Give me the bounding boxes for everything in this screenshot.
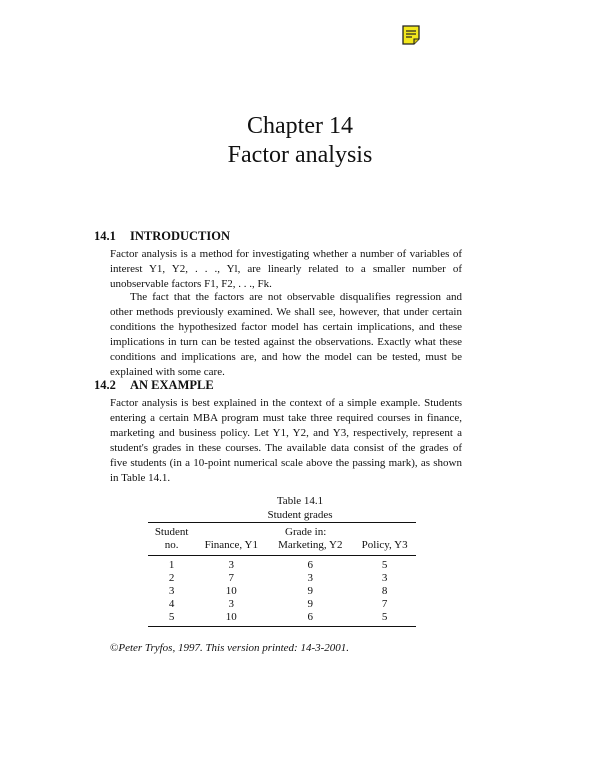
table-title: Student grades bbox=[267, 509, 333, 521]
header-finance: Finance, Y1 bbox=[195, 539, 267, 556]
section-heading-example bbox=[94, 378, 214, 393]
cell: 3 bbox=[168, 585, 175, 597]
header-marketing: Marketing, Y2 bbox=[267, 539, 353, 556]
table-number: Table 14.1 bbox=[276, 495, 324, 507]
header-no: no. bbox=[148, 539, 195, 556]
section-number: 14.2 bbox=[94, 378, 116, 392]
cell: 8 bbox=[381, 585, 388, 597]
section-title: AN EXAMPLE bbox=[130, 378, 214, 392]
cell: 3 bbox=[307, 572, 314, 584]
section-number: 14.1 bbox=[94, 229, 116, 243]
cell: 4 bbox=[168, 598, 175, 610]
cell: 9 bbox=[307, 585, 314, 597]
cell: 5 bbox=[148, 611, 195, 627]
cell: 10 bbox=[225, 585, 237, 597]
example-paragraph: Factor analysis is best explained in the context of a simple example. Students entering a certain MBA program must take three required courses in finance, marketing and business policy. Let Y1, Y2, and Y3, respectively, represent a student's grades in these courses. The available data consist of the grades of five students (in a 10-point numerical scale above the passing mark), as shown in Table 14.1. bbox=[110, 397, 462, 484]
table-row bbox=[148, 611, 416, 627]
cell: 3 bbox=[228, 559, 235, 571]
chapter-number: Chapter 14 bbox=[247, 113, 353, 139]
cell: 7 bbox=[381, 598, 388, 610]
table-row bbox=[148, 556, 416, 573]
copyright-notice bbox=[110, 642, 349, 654]
section-title: INTRODUCTION bbox=[130, 229, 231, 243]
header-student: Student bbox=[148, 523, 195, 540]
table-row bbox=[148, 585, 416, 598]
cell: 6 bbox=[267, 611, 353, 627]
intro-paragraph-2: The fact that the factors are not observable disqualifies regression and other methods previously examined. We shall see, however, that under certain conditions the hypothesized factor model has certain implications, and these implications in turn can be tested against the observations. Exactly what these conditions and implications are, and how the model can be tested, must be explained with some care. bbox=[110, 291, 462, 378]
header-policy: Policy, Y3 bbox=[353, 539, 416, 556]
grades-table bbox=[148, 522, 416, 627]
intro-paragraph-1: Factor analysis is a method for investigating whether a number of variables of interest Y1, Y2, . . ., Yl, are linearly related to a smaller number of unobservable factors F1, F2, . . ., Fk. bbox=[110, 248, 462, 290]
cell: 1 bbox=[168, 559, 175, 571]
copyright-symbol: © bbox=[110, 642, 119, 654]
chapter-name: Factor analysis bbox=[227, 142, 373, 168]
cell: 9 bbox=[307, 598, 314, 610]
copyright-text: Peter Tryfos, 1997. This version printed: 14-3-2001. bbox=[118, 642, 350, 654]
table-row bbox=[148, 598, 416, 611]
cell: 5 bbox=[381, 559, 388, 571]
cell: 5 bbox=[353, 611, 416, 627]
cell: 3 bbox=[381, 572, 388, 584]
table-row bbox=[148, 572, 416, 585]
cell: 3 bbox=[228, 598, 235, 610]
note-icon[interactable] bbox=[402, 25, 420, 45]
cell: 2 bbox=[168, 572, 175, 584]
chapter-title bbox=[0, 112, 600, 170]
header-grade: Grade in: bbox=[195, 523, 416, 540]
table-caption bbox=[0, 494, 600, 522]
section-heading-introduction bbox=[94, 229, 230, 244]
cell: 10 bbox=[195, 611, 267, 627]
cell: 7 bbox=[228, 572, 235, 584]
cell: 6 bbox=[307, 559, 314, 571]
